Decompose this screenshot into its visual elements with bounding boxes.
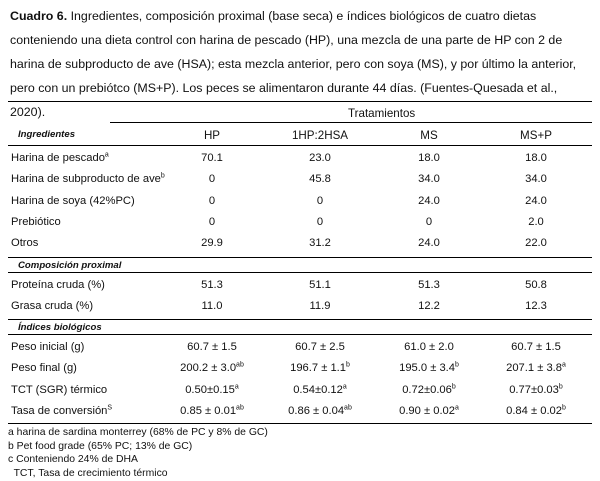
cell-text: 200.2 ± 3.0 [180,362,237,375]
cell-text: 0.86 ± 0.04 [288,405,345,417]
table-cell [152,383,272,397]
table-bottom-rule [8,423,592,424]
cell-text: Harina de subproducto de ave [11,173,161,186]
section-rule [8,272,592,273]
cell-text: 11.0 [201,299,223,312]
table-top-rule [8,101,592,102]
cell-text: Prebiótico [11,215,61,228]
row-label [11,383,107,397]
footnote: TCT, Tasa de crecimiento térmico [8,467,168,479]
superscript: ab [236,361,244,369]
superscript: a [342,382,347,390]
cell-text: TCT (SGR) térmico [11,383,108,396]
table-cell [260,340,380,354]
table-cell [476,299,596,313]
cell-text: 60.7 ± 2.5 [295,341,345,354]
cell-text: 31.2 [309,237,331,250]
table-cell [476,151,596,165]
section-title: Composición proximal [18,259,122,271]
section-title: Índices biológicos [18,322,102,334]
caption-label: Cuadro 6. [10,9,68,23]
cell-text: 23.0 [309,152,331,164]
cell-text: Otros [11,237,39,250]
cell-text: Tasa de conversión [11,405,108,417]
cell-text: 45.8 [309,173,331,186]
superscript: b [160,172,165,180]
table-caption [10,4,592,124]
cell-text: 0.84 ± 0.02 [506,405,562,417]
table-cell [369,194,489,208]
table-cell [260,172,380,186]
cell-text: Proteína cruda (%) [11,278,105,291]
superscript: ab [344,404,352,412]
row-label [11,340,84,354]
cell-text: Harina de pescado [11,152,105,164]
table-cell [152,194,272,208]
table-cell [369,361,489,375]
cell-text: 207.1 ± 3.8 [506,362,562,375]
cell-text: 12.2 [418,299,440,312]
cell-text: 0.85 ± 0.01 [180,405,237,417]
table-cell [152,299,272,313]
cell-text: 0 [208,173,216,186]
table-cell [476,278,596,292]
column-header: MS [420,129,438,142]
table-cell [152,236,272,250]
table-cell [369,215,489,229]
cell-text: 195.0 ± 3.4 [399,362,455,375]
cell-text: Grasa cruda (%) [11,299,94,312]
row-label [11,278,105,292]
group-header: Tratamientos [348,107,416,120]
table-cell [152,278,272,292]
row-label [11,215,61,229]
caption-text: Ingredientes, composición proximal (base seca) e índices biológicos de cuatro dietas conteniendo una dieta control con harina de pescado (HP), una mezcla de una parte de HP con 2 de harina de subproducto de ave (HSA); esta mezcla anterior, pero con soya (MS), y por último la anterior, pero con un prebiótco (MS+P). Los peces se alimentaron durante 44 días. (Fuentes-Quesada et al., 2020). [10,9,577,119]
cell-text: 18.0 [525,152,547,164]
footnote: a harina de sardina monterrey (68% de PC y 8% de GC) [8,427,268,439]
cell-text: 2.0 [528,215,544,228]
superscript: a [234,382,239,390]
table-cell [260,194,380,208]
superscript: ab [236,404,244,412]
cell-text: 12.3 [525,299,547,312]
table-cell [476,236,596,250]
row-label [11,236,38,250]
table-cell [476,215,596,229]
cell-text: 51.3 [201,278,223,291]
cell-text: 51.1 [309,278,331,291]
cell-text: 22.0 [525,237,547,250]
table-cell [369,151,489,165]
cell-text: 0.54±0.12 [293,383,343,396]
superscript: a [104,151,109,159]
cell-text: 50.8 [525,278,547,291]
cell-text: 0.77±0.03 [509,383,559,396]
cell-text: 0.90 ± 0.02 [399,405,455,417]
table-cell [369,404,489,418]
row-label [11,151,109,165]
footnote: c Conteniendo 24% de DHA [8,454,138,466]
cell-text: 0 [316,215,324,228]
table-cell [369,236,489,250]
cell-text: 34.0 [418,173,440,186]
cell-text: 0 [208,215,216,228]
cell-text: 0 [316,194,324,207]
superscript: b [451,382,456,390]
row-label [11,404,112,418]
footnote: b Pet food grade (65% PC; 13% de GC) [8,440,193,452]
table-cell [369,340,489,354]
table-cell [152,215,272,229]
superscript: a [562,361,566,369]
cell-text: 0.72±0.06 [402,383,452,396]
cell-text: 0 [425,215,433,228]
table-cell [476,194,596,208]
table-cell [369,383,489,397]
cell-text: 29.9 [201,237,223,250]
superscript: b [562,404,566,412]
table-cell [260,361,380,375]
table-cell [152,151,272,165]
cell-text: 18.0 [418,152,440,164]
cell-text: Harina de soya (42%PC) [11,194,135,207]
table-cell [260,383,380,397]
superscript: b [558,382,563,390]
section-rule [8,334,592,335]
header-rule [8,145,592,146]
table-cell [369,278,489,292]
table-cell [260,215,380,229]
table-cell [152,172,272,186]
superscript: S [107,404,113,412]
cell-text: 60.7 ± 1.5 [511,341,561,354]
superscript: b [455,361,459,369]
table-cell [260,404,380,418]
cell-text: 61.0 ± 2.0 [404,341,454,354]
table-cell [152,361,272,375]
table-cell [260,299,380,313]
table-cell [260,278,380,292]
section-title: Ingredientes [18,129,76,140]
cell-text: Peso final (g) [11,362,77,375]
table-cell [476,383,596,397]
table-cell [260,151,380,165]
table-cell [152,340,272,354]
table-cell [260,236,380,250]
row-label [11,299,93,313]
row-label [11,194,135,208]
superscript: b [346,361,350,369]
cell-text: 0 [208,194,216,207]
cell-text: 0.50±0.15 [185,383,235,396]
cell-text: 34.0 [525,173,547,186]
row-label [11,361,77,375]
table-cell [369,172,489,186]
cell-text: 196.7 ± 1.1 [290,362,346,375]
column-header: MS+P [520,129,552,142]
column-header: 1HP:2HSA [291,129,349,142]
section-rule [8,257,592,258]
cell-text: Peso inicial (g) [11,341,85,354]
cell-text: 70.1 [201,152,223,164]
table-cell [369,299,489,313]
group-header-rule [110,122,592,123]
cell-text: 60.7 ± 1.5 [187,341,237,354]
cell-text: 24.0 [418,237,440,250]
table-cell [476,361,596,375]
cell-text: 24.0 [525,194,547,207]
table-cell [476,172,596,186]
section-rule [8,319,592,320]
cell-text: 11.9 [309,299,331,312]
superscript: a [455,404,459,412]
column-header: HP [203,129,221,142]
table-cell [476,340,596,354]
cell-text: 51.3 [418,278,440,291]
table-cell [476,404,596,418]
row-label [11,172,165,186]
cell-text: 24.0 [418,194,440,207]
table-cell [152,404,272,418]
